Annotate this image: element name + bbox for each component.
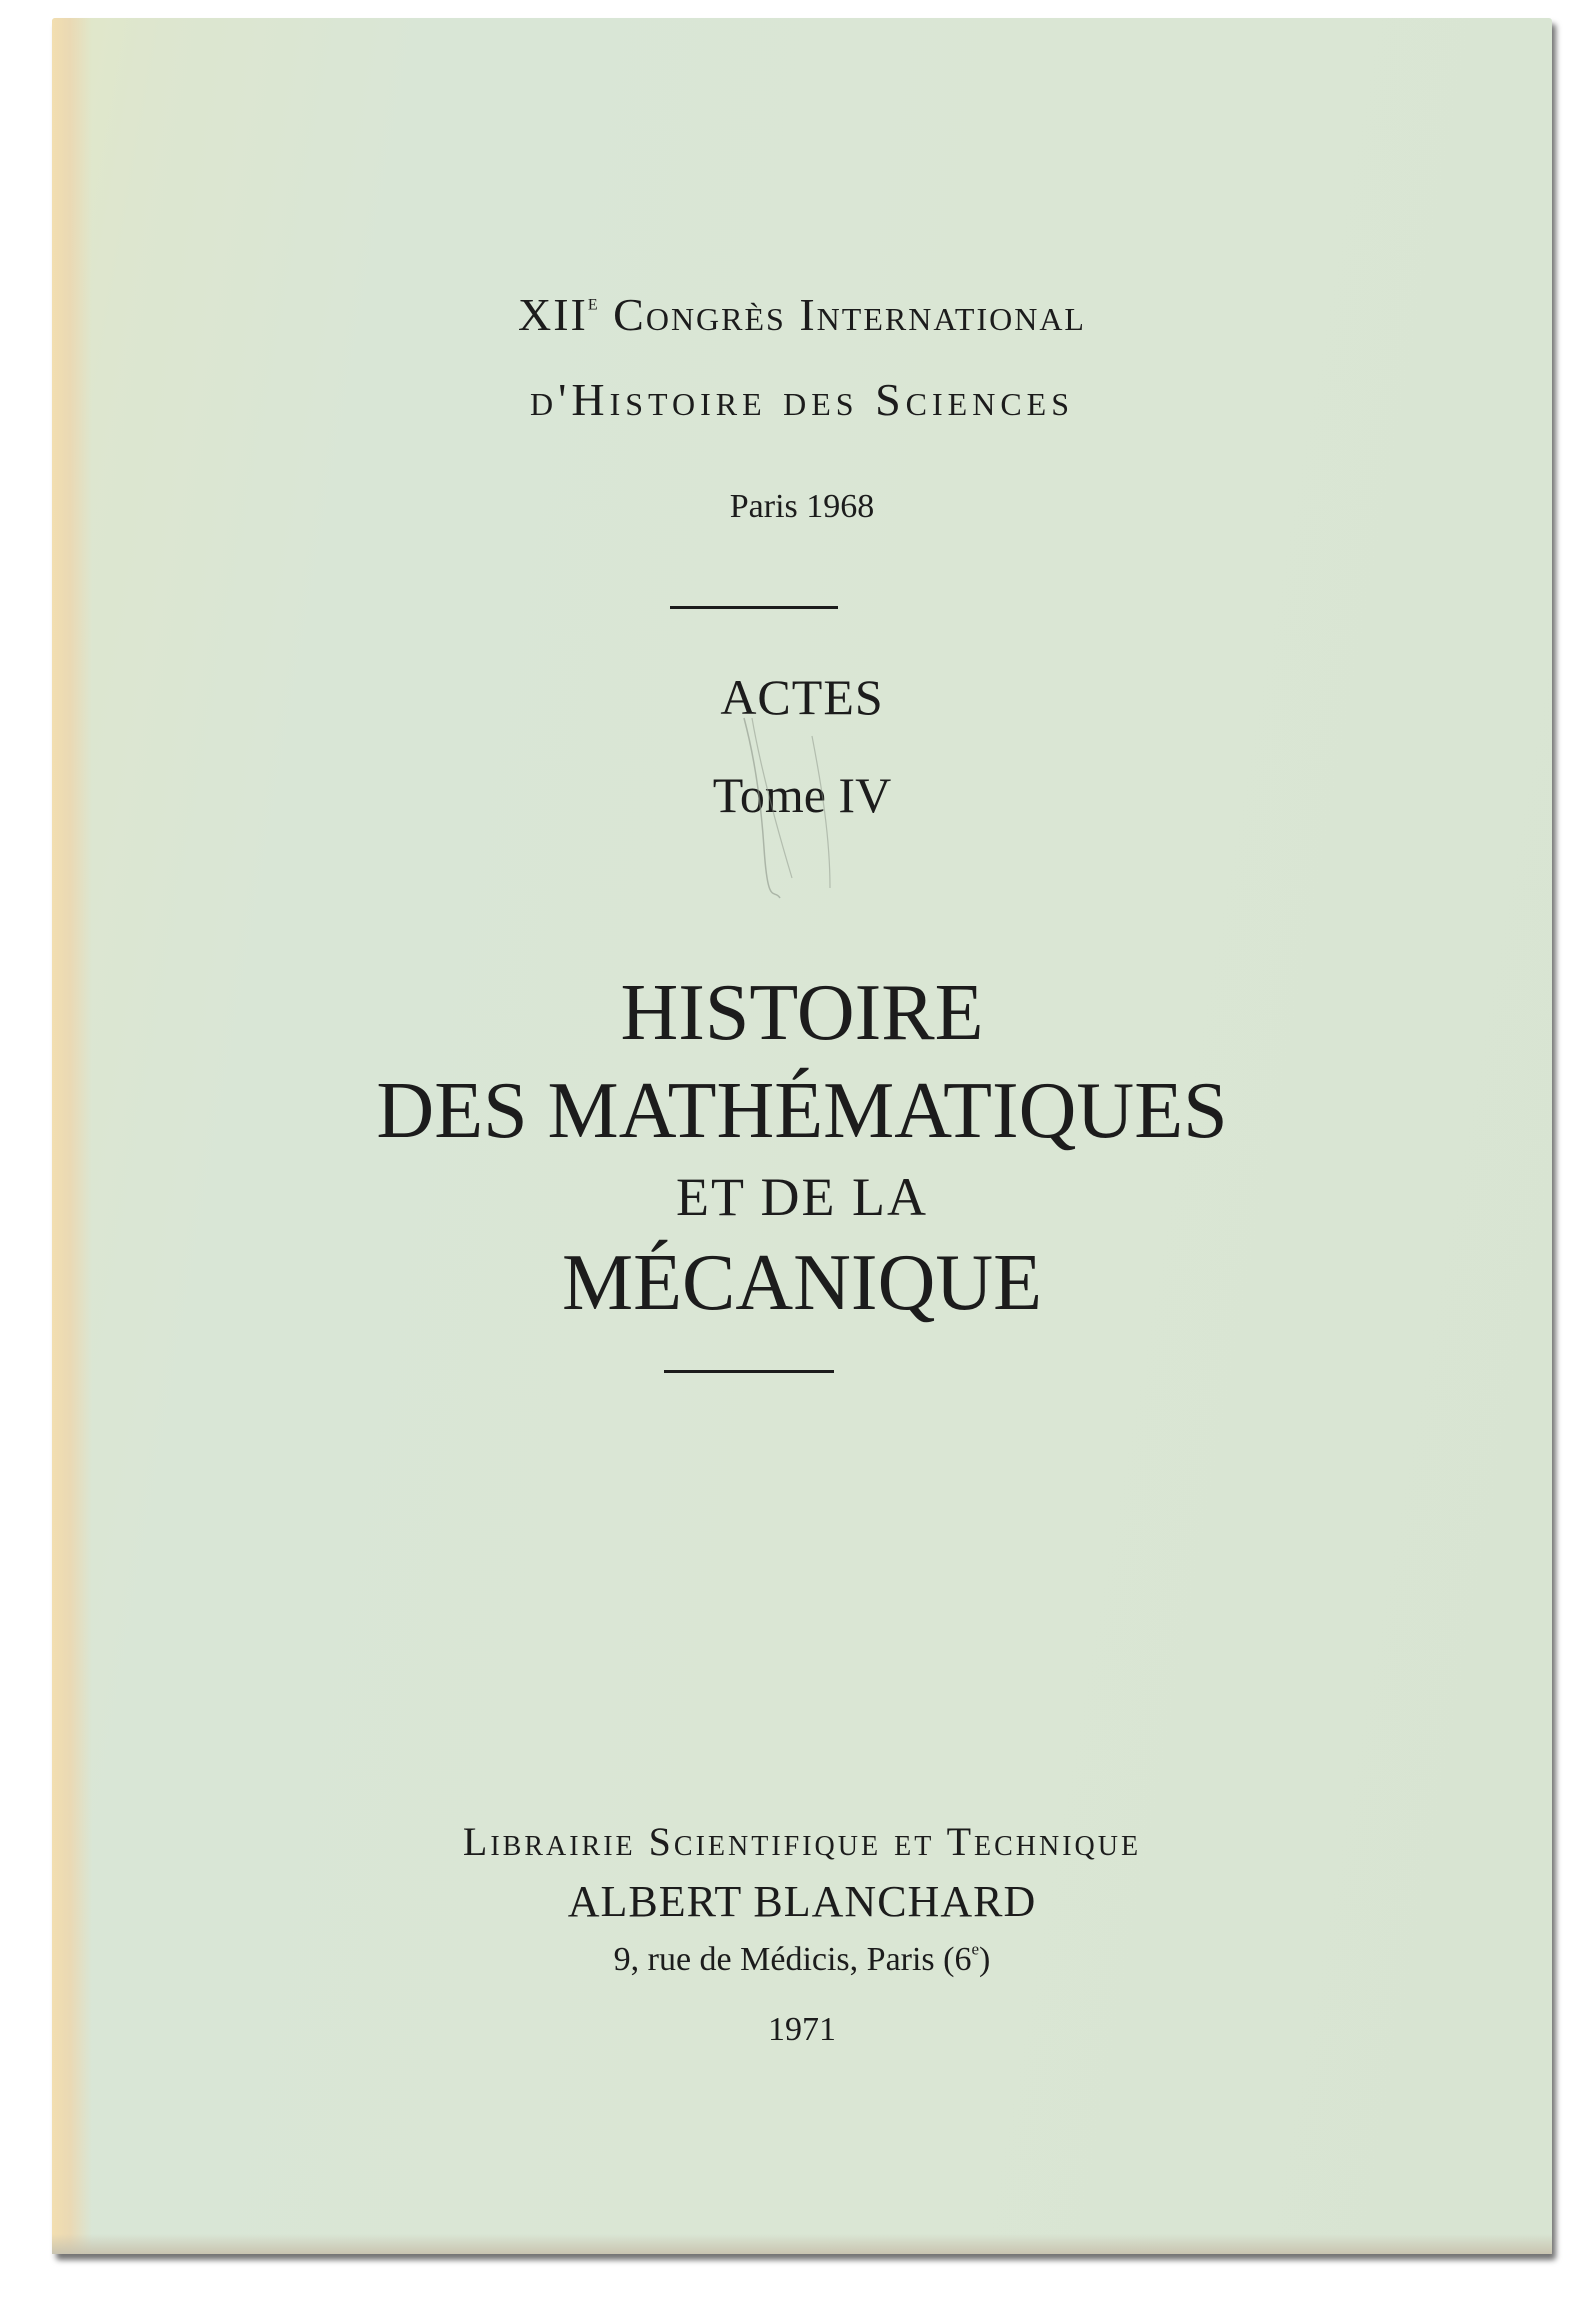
bottom-divider bbox=[664, 1370, 834, 1373]
address-main: 9, rue de Médicis, Paris (6 bbox=[613, 1941, 972, 1978]
book-cover bbox=[52, 18, 1552, 2254]
main-title-line-2: DES MATHÉMATIQUES bbox=[376, 1067, 1228, 1155]
publisher-name: ALBERT BLANCHARD bbox=[567, 1877, 1037, 1926]
main-title-line-4: MÉCANIQUE bbox=[562, 1239, 1042, 1327]
actes-label: ACTES bbox=[720, 669, 884, 725]
congress-title: Congrès International bbox=[613, 289, 1086, 340]
address-superscript: e bbox=[971, 1939, 980, 1959]
top-divider bbox=[670, 606, 838, 609]
congress-line-1 bbox=[52, 288, 1552, 341]
tome-label: Tome IV bbox=[712, 767, 892, 823]
address-close: ) bbox=[979, 1941, 991, 1978]
main-title-line-3: ET DE LA bbox=[676, 1167, 928, 1227]
congress-roman-numeral: XII bbox=[518, 289, 588, 340]
publisher-address bbox=[52, 1941, 1552, 1979]
congress-ordinal-suffix: e bbox=[587, 289, 600, 315]
congress-line-2: d'Histoire des Sciences bbox=[529, 374, 1075, 425]
congress-place-date: Paris 1968 bbox=[729, 488, 875, 525]
publication-year: 1971 bbox=[768, 2011, 836, 2048]
main-title-line-1: HISTOIRE bbox=[620, 969, 984, 1057]
publisher-line-1: Librairie Scientifique et Technique bbox=[462, 1819, 1142, 1864]
